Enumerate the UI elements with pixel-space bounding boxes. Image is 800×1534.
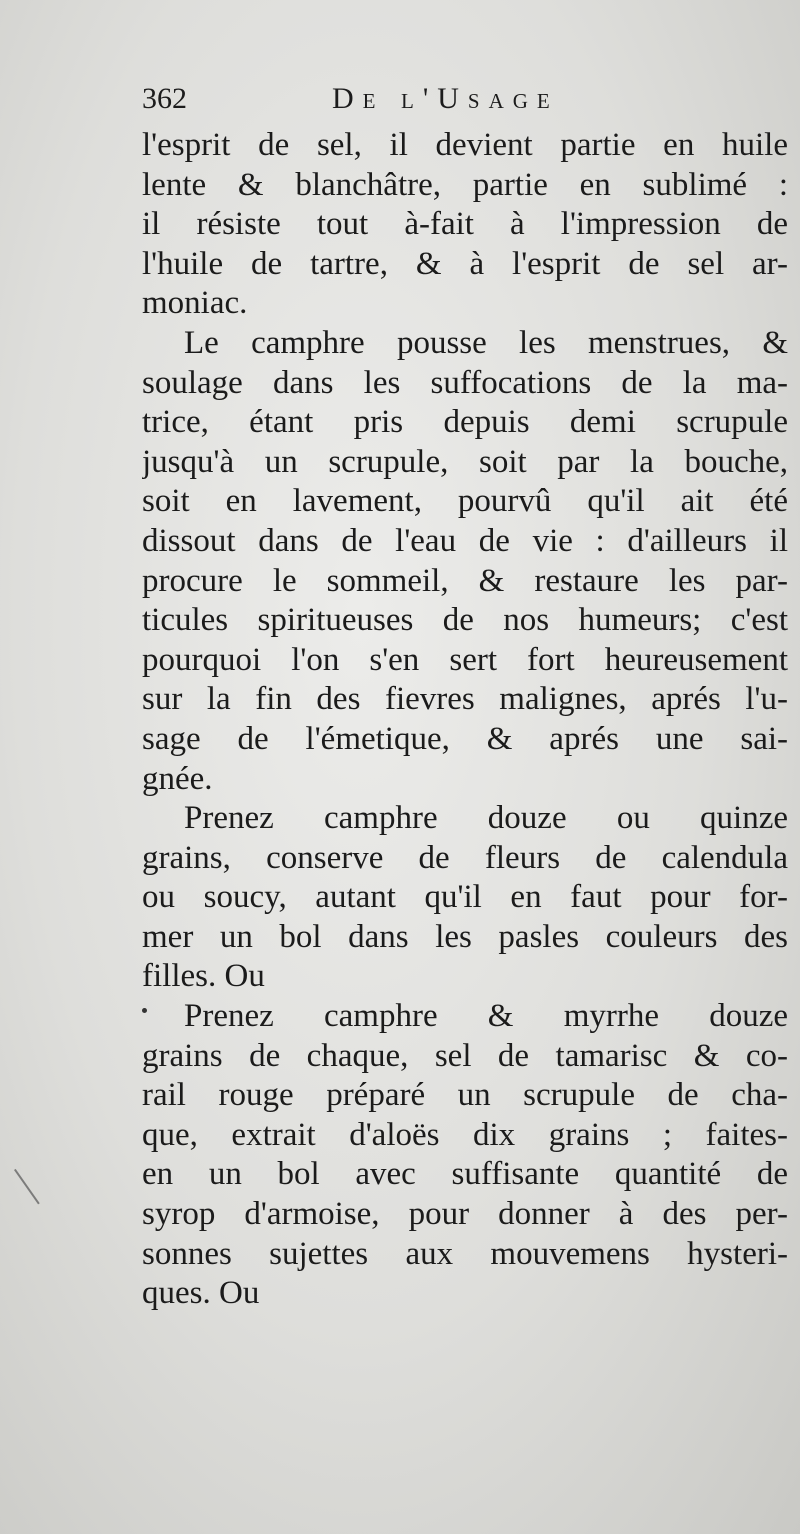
- text-line: que, extrait d'aloës dix grains ; faites-: [142, 1116, 788, 1153]
- text-line: dissout dans de l'eau de vie : d'ailleurs il: [142, 522, 788, 559]
- paragraph: [142, 799, 788, 997]
- text-line: rail rouge préparé un scrupule de cha-: [142, 1077, 788, 1114]
- text-line: filles. Ou: [142, 958, 265, 995]
- text-line: Le camphre pousse les menstrues, &: [184, 324, 788, 361]
- text-line: grains de chaque, sel de tamarisc & co-: [142, 1037, 788, 1074]
- text-line: sur la fin des fievres malignes, aprés l'u-: [142, 681, 788, 718]
- text-line: il résiste tout à-fait à l'impression de: [142, 206, 788, 243]
- text-line: trice, étant pris depuis demi scrupule: [142, 404, 788, 441]
- text-line: syrop d'armoise, pour donner à des per-: [142, 1196, 788, 1233]
- page-number: 362: [142, 82, 187, 115]
- text-line: Prenez camphre douze ou quinze: [184, 800, 788, 837]
- page-header: [142, 78, 612, 128]
- text-line: jusqu'à un scrupule, soit par la bouche,: [142, 443, 788, 480]
- text-line: l'esprit de sel, il devient partie en huile: [142, 127, 788, 163]
- paragraph: [142, 997, 788, 1314]
- text-line: gnée.: [142, 760, 213, 797]
- margin-stroke: [14, 1169, 40, 1205]
- text-line: procure le sommeil, & restaure les par-: [142, 562, 788, 599]
- text-line: sonnes sujettes aux mouvemens hysteri-: [142, 1235, 788, 1272]
- paragraph: [142, 126, 788, 324]
- text-line: grains, conserve de fleurs de calendula: [142, 839, 788, 876]
- text-line: lente & blanchâtre, partie en sublimé :: [142, 166, 788, 203]
- running-title: De l'Usage: [332, 82, 559, 115]
- text-line: en un bol avec suffisante quantité de: [142, 1156, 788, 1193]
- text-line: mer un bol dans les pasles couleurs des: [142, 918, 788, 955]
- text-line: l'huile de tartre, & à l'esprit de sel ar-: [142, 245, 788, 282]
- text-line: pourquoi l'on s'en sert fort heureusement: [142, 641, 788, 678]
- ink-speck: [142, 1008, 147, 1013]
- text-line: soit en lavement, pourvû qu'il ait été: [142, 483, 788, 520]
- text-line: sage de l'émetique, & aprés une sai-: [142, 720, 788, 757]
- text-line: moniac.: [142, 285, 248, 322]
- text-line: Prenez camphre & myrrhe douze: [184, 998, 788, 1035]
- paragraph: [142, 324, 788, 799]
- text-line: ques. Ou: [142, 1275, 260, 1312]
- text-line: ou soucy, autant qu'il en faut pour for-: [142, 879, 788, 916]
- text-line: ticules spiritueuses de nos humeurs; c'est: [142, 602, 788, 639]
- text-line: soulage dans les suffocations de la ma-: [142, 364, 788, 401]
- page-body-text: [142, 126, 788, 1314]
